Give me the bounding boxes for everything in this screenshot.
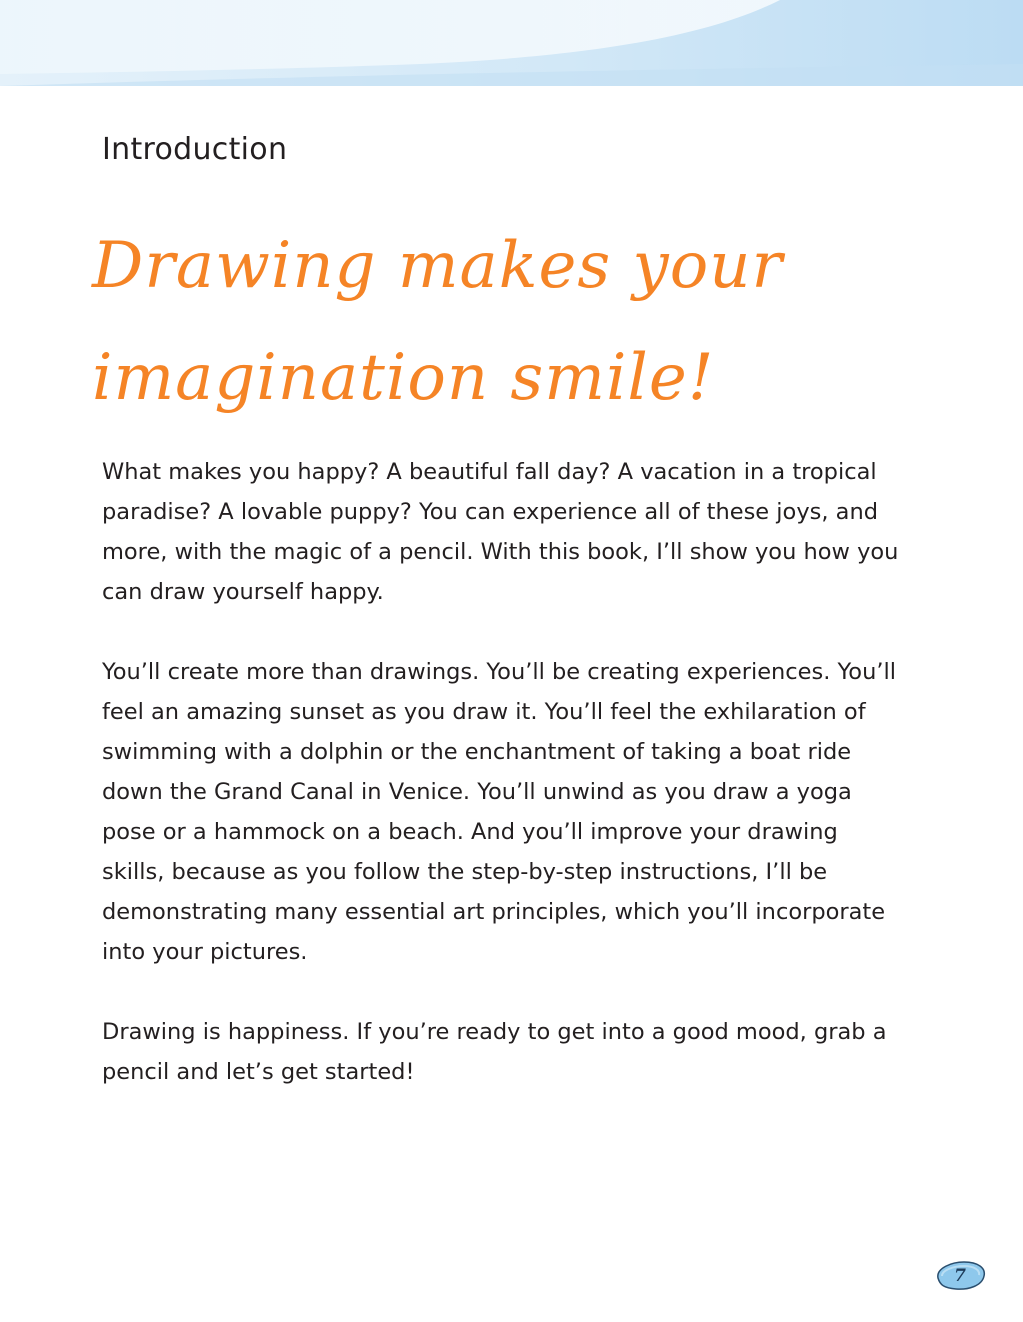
headline-line-2: imagination smile! <box>92 341 715 415</box>
paragraph-3: Drawing is happiness. If you’re ready to get into a good mood, grab a pencil and let’s get started! <box>102 1019 887 1085</box>
headline-line-1: Drawing makes your <box>92 229 784 303</box>
section-label: Introduction <box>102 132 288 167</box>
header-wave-band <box>0 0 1023 95</box>
body-text <box>102 452 902 1092</box>
page-number-badge <box>932 1258 988 1294</box>
paragraph-1: What makes you happy? A beautiful fall day? A vacation in a tropical paradise? A lovable puppy? You can experience all of these joys, and more, with the magic of a pencil. With this book, I’ll show you how you can draw yourself happy. <box>102 459 899 605</box>
page-number: 7 <box>954 1266 966 1286</box>
headline <box>92 210 952 434</box>
paragraph-2: You’ll create more than drawings. You’ll be creating experiences. You’ll feel an amazing sunset as you draw it. You’ll feel the exhilaration of swimming with a dolphin or the enchantment of taking a boat ride down the Grand Canal in Venice. You’ll unwind as you draw a yoga pose or a hammock on a beach. And you’ll improve your drawing skills, because as you follow the step-by-step instructions, I’ll be demonstrating many essential art principles, which you’ll incorporate into your pictures. <box>102 659 896 965</box>
